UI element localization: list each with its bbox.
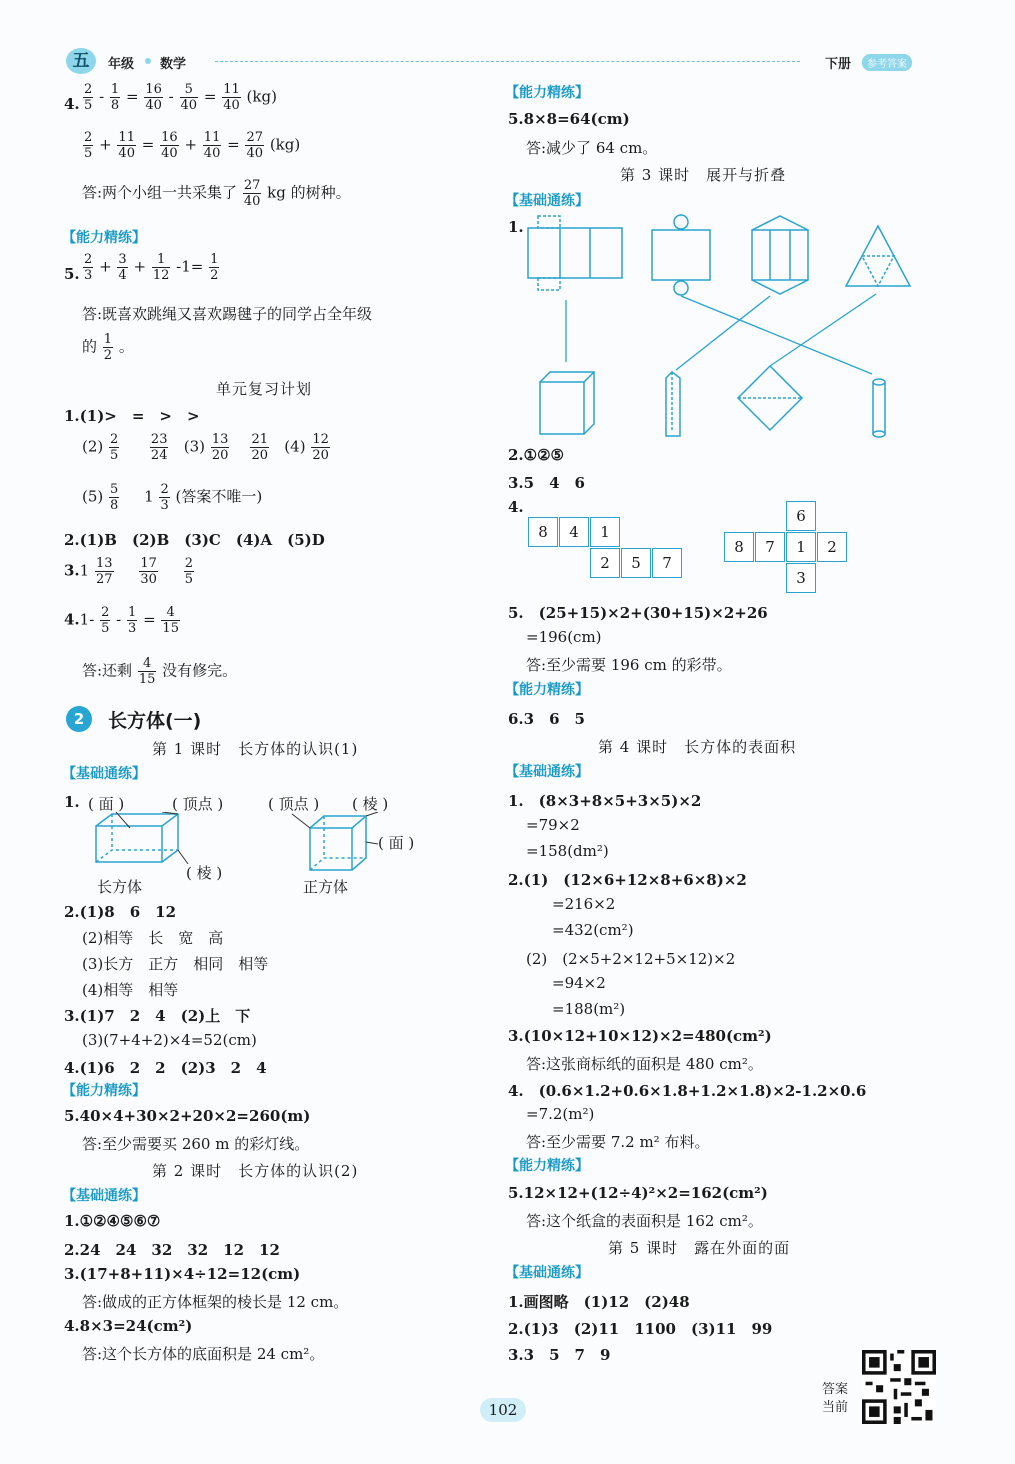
l3q3: 3.5 4 6 (508, 474, 585, 492)
l2q3-answer: 答:做成的正方体框架的棱长是 12 cm。 (82, 1293, 349, 1311)
l5q3: 3.3 5 7 9 (508, 1346, 611, 1364)
chapter-title: 长方体(一) (108, 710, 202, 732)
l1q2-4: (4)相等 相等 (82, 981, 179, 999)
label-edge-1: ( 棱 ) (186, 864, 223, 882)
header-divider (215, 61, 800, 62)
l4-line: 答:这张商标纸的面积是 480 cm²。 (526, 1055, 763, 1073)
q4-line1: $\frac{2}{5}$ - $\frac{1}{8}$ = $\frac{16}{40}$ - $\frac{5}{40}$ = $\frac{11}{40}$ (kg) (84, 82, 277, 113)
lesson4-title: 第 4 课时 长方体的表面积 (598, 738, 797, 756)
review-title: 单元复习计划 (216, 380, 313, 398)
review-q1-1: 1.(1)> = > > (64, 407, 200, 425)
subject-label: 数学 (160, 57, 187, 72)
l4-line: =7.2(m²) (526, 1105, 595, 1123)
answer-tag: 参考答案 (862, 54, 912, 71)
qr-caption-1: 答案 (822, 1382, 849, 1397)
net2-cell: 7 (755, 532, 785, 562)
l1q1-label: 1. (64, 793, 80, 811)
l2q2: 2.24 24 32 32 12 12 (64, 1241, 280, 1259)
l4q5: 5.12×12+(12÷4)²×2=162(cm²) (508, 1184, 768, 1202)
chapter-number: 2 (66, 706, 92, 732)
net-matching-figure (520, 212, 920, 442)
l3q1-label: 1. (508, 218, 524, 236)
label-face-2: ( 面 ) (378, 834, 415, 852)
l1q3-2: (3)(7+4+2)×4=52(cm) (82, 1031, 257, 1049)
l3q6: 6.3 6 5 (508, 710, 585, 728)
section-basic-2: 【基础通练】 (62, 1188, 146, 1204)
net1-cell: 4 (559, 517, 589, 547)
q4-answer: 答:两个小组一共采集了 $\frac{27}{40}$ kg 的树种。 (82, 178, 351, 209)
cuboid-label: 长方体 (97, 878, 143, 896)
r-section-basic-3: 【基础通练】 (505, 1265, 589, 1281)
net1-cell: 7 (652, 548, 682, 578)
l3q2: 2.①②⑤ (508, 446, 565, 464)
l4-line: (2) (2×5+2×12+5×12)×2 (526, 950, 736, 968)
l2q4-answer: 答:这个长方体的底面积是 24 cm²。 (82, 1345, 325, 1363)
net2-cell: 8 (724, 532, 754, 562)
r-q5: 5.8×8=64(cm) (508, 110, 630, 128)
r-section-ability-2: 【能力精练】 (505, 682, 589, 698)
lesson5-title: 第 5 课时 露在外面的面 (608, 1239, 791, 1257)
net1-cell: 1 (590, 517, 620, 547)
l4-line: 答:至少需要 7.2 m² 布料。 (526, 1133, 710, 1151)
label-face-1: ( 面 ) (88, 795, 125, 813)
q5-answer-line2: 的 $\frac{1}{2}$ 。 (82, 332, 134, 363)
q5-answer-line1: 答:既喜欢跳绳又喜欢踢毽子的同学占全年级 (82, 305, 373, 323)
l1q2-1: 2.(1)8 6 12 (64, 903, 177, 921)
net2-cell: 2 (817, 532, 847, 562)
review-q1-2: (2) $\frac{2}{5}$ $\frac{23}{24}$ (3) $\frac{13}{20}$ $\frac{21}{20}$ (4) $\frac{12}{20}$ (82, 432, 329, 463)
label-vertex-2: ( 顶点 ) (268, 795, 320, 813)
l4-line: 3.(10×12+10×12)×2=480(cm²) (508, 1027, 772, 1045)
r-section-ability: 【能力精练】 (505, 85, 589, 101)
review-q4: 4.1- $\frac{2}{5}$ - $\frac{1}{3}$ = $\frac{4}{15}$ (64, 605, 179, 636)
l1q2-3: (3)长方 正方 相同 相等 (82, 955, 269, 973)
review-q2: 2.(1)B (2)B (3)C (4)A (5)D (64, 531, 325, 549)
cuboid-figure (90, 812, 190, 872)
label-vertex-1: ( 顶点 ) (172, 795, 224, 813)
volume-label: 下册 (825, 57, 852, 72)
label-edge-2: ( 棱 ) (352, 795, 389, 813)
l4-line: =432(cm²) (552, 921, 634, 939)
l5q2: 2.(1)3 (2)11 1100 (3)11 99 (508, 1320, 773, 1338)
l1q2-2: (2)相等 长 宽 高 (82, 929, 224, 947)
lesson2-title: 第 2 课时 长方体的认识(2) (152, 1162, 359, 1180)
cube-label: 正方体 (303, 878, 349, 896)
r-q5-answer: 答:减少了 64 cm。 (526, 139, 658, 157)
lesson1-title: 第 1 课时 长方体的认识(1) (152, 740, 359, 758)
l5q1: 1.画图略 (1)12 (2)48 (508, 1293, 690, 1311)
l3q5-answer: 答:至少需要 196 cm 的彩带。 (526, 656, 732, 674)
l4-line: =216×2 (552, 895, 616, 913)
l4-line: =158(dm²) (526, 842, 609, 860)
review-q3: 3.1 $\frac{13}{27}$ $\frac{17}{30}$ $\frac{2}{5}$ (64, 556, 194, 587)
l1q5-answer: 答:至少需要买 260 m 的彩灯线。 (82, 1135, 310, 1153)
page-number: 102 (480, 1398, 526, 1422)
l4q5-answer: 答:这个纸盒的表面积是 162 cm²。 (526, 1212, 763, 1230)
r-section-basic: 【基础通练】 (505, 193, 589, 209)
l3q4-label: 4. (508, 498, 524, 516)
section-ability: 【能力精练】 (62, 230, 146, 246)
l2q4: 4.8×3=24(cm²) (64, 1317, 193, 1335)
cube-figure (290, 812, 380, 872)
review-q4-answer: 答:还剩 $\frac{4}{15}$ 没有修完。 (82, 656, 238, 687)
l4-line: =188(m²) (552, 1000, 626, 1018)
qr-caption-2: 当前 (822, 1400, 849, 1415)
grade-badge: 五 (66, 48, 96, 74)
l3q5-line2: =196(cm) (526, 628, 602, 646)
l4-line: 2.(1) (12×6+12×8+6×8)×2 (508, 871, 747, 889)
l1q3-1: 3.(1)7 2 4 (2)上 下 (64, 1007, 251, 1025)
section-basic: 【基础通练】 (62, 766, 146, 782)
l4-line: 1. (8×3+8×5+3×5)×2 (508, 792, 702, 810)
l2q1: 1.①②④⑤⑥⑦ (64, 1212, 161, 1230)
q4-line2: $\frac{2}{5}$ + $\frac{11}{40}$ = $\frac{16}{40}$ + $\frac{11}{40}$ = $\frac{27}{40}$ (kg) (84, 130, 301, 161)
net1-cell: 5 (621, 548, 651, 578)
l1q5: 5.40×4+30×2+20×2=260(m) (64, 1107, 311, 1125)
grade-label: 年级 (108, 57, 135, 72)
dot-icon (145, 58, 151, 64)
section-ability-2: 【能力精练】 (62, 1083, 146, 1099)
review-q1-3: (5) $\frac{5}{8}$ 1 $\frac{2}{3}$ (答案不唯一) (82, 482, 263, 513)
l4-line: =94×2 (552, 974, 606, 992)
r-section-basic-2: 【基础通练】 (505, 764, 589, 780)
l4-line: 4. (0.6×1.2+0.6×1.8+1.2×1.8)×2-1.2×0.6 (508, 1082, 867, 1100)
qr-code-icon[interactable] (862, 1350, 936, 1424)
net2-cell: 1 (786, 532, 816, 562)
l1q4: 4.(1)6 2 2 (2)3 2 4 (64, 1059, 267, 1077)
net2-cell: 6 (786, 501, 816, 531)
l3q5-line1: 5. (25+15)×2+(30+15)×2+26 (508, 604, 768, 622)
l2q3: 3.(17+8+11)×4÷12=12(cm) (64, 1265, 301, 1283)
q4-label: 4. (64, 95, 80, 113)
l4-line: =79×2 (526, 816, 580, 834)
net1-cell: 8 (528, 517, 558, 547)
q5-label: 5. (64, 265, 80, 283)
lesson3-title: 第 3 课时 展开与折叠 (620, 166, 787, 184)
r-section-ability-3: 【能力精练】 (505, 1158, 589, 1174)
q5-equation: $\frac{2}{3}$ + $\frac{3}{4}$ + $\frac{1}{12}$ -1= $\frac{1}{2}$ (84, 252, 219, 283)
net2-cell: 3 (786, 563, 816, 593)
net1-cell: 2 (590, 548, 620, 578)
